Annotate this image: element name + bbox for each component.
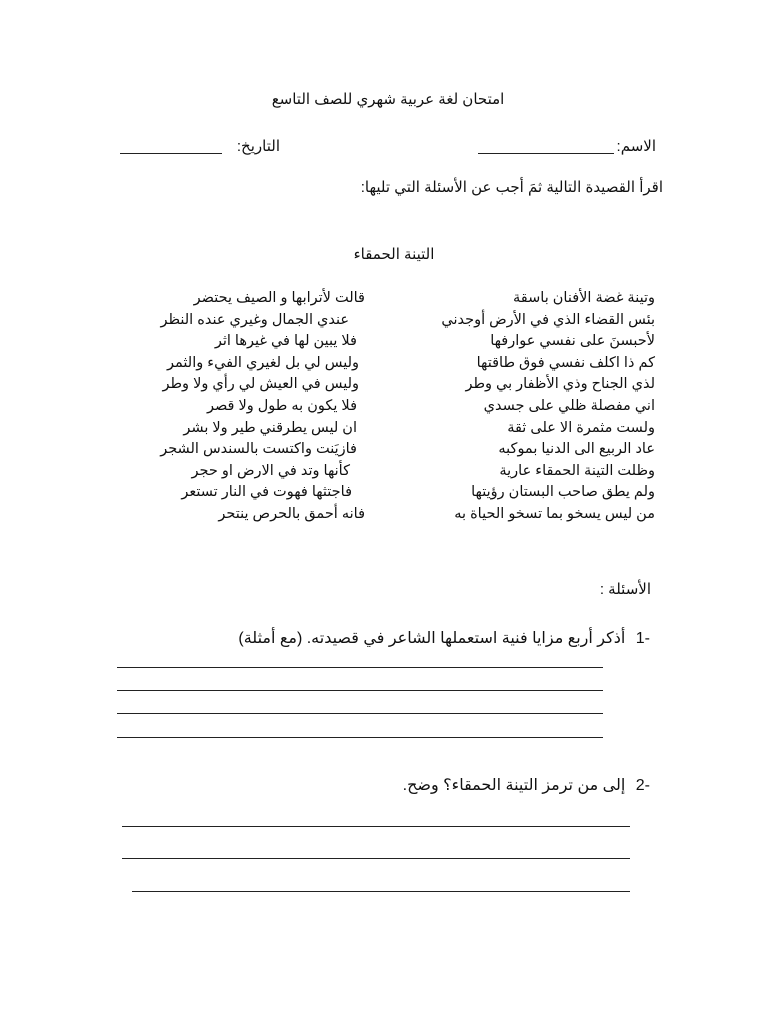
verse-second-hemistich: ان ليس يطرقني طير ولا بشر — [183, 419, 357, 436]
question-1 — [238, 628, 650, 648]
answer-line[interactable] — [117, 667, 603, 668]
verse-first-hemistich: اني مفصلة ظلي على جسدي — [483, 397, 655, 414]
verse-second-hemistich: فاجتثها فهوت في النار تستعر — [181, 484, 352, 501]
verse — [110, 376, 655, 398]
question-text: إلى من ترمز التينة الحمقاء؟ وضح. — [402, 777, 626, 794]
verse-first-hemistich: عاد الربيع الى الدنيا بموكبه — [498, 441, 655, 458]
name-label: الاسم: — [616, 138, 656, 155]
verse — [110, 290, 655, 312]
verse-second-hemistich: فانه أحمق بالحرص ينتحر — [218, 505, 365, 522]
poem — [110, 290, 655, 528]
verse-second-hemistich: كأنها وتد في الارض او حجر — [191, 462, 350, 479]
verse-first-hemistich: ولست مثمرة الا على ثقة — [507, 419, 655, 436]
verse — [110, 420, 655, 442]
question-number: -1 — [635, 630, 650, 647]
verse-first-hemistich: وظلت التينة الحمقاء عارية — [499, 462, 655, 479]
verse — [110, 484, 655, 506]
verse-second-hemistich: فلا يكون به طول ولا قصر — [206, 397, 357, 414]
answer-line[interactable] — [122, 858, 630, 859]
verse-second-hemistich: فلا يبين لها في غيرها اثر — [214, 333, 357, 350]
verse-second-hemistich: عندي الجمال وغيري عنده النظر — [160, 311, 349, 328]
verse-first-hemistich: ولم يطق صاحب البستان رؤيتها — [471, 484, 655, 501]
name-field[interactable] — [478, 153, 614, 154]
question-2 — [403, 775, 650, 795]
verse-second-hemistich: فازيَنت واكتست بالسندس الشجر — [160, 441, 357, 458]
verse-second-hemistich: وليس في العيش لي رأي ولا وطر — [162, 376, 359, 393]
verse-first-hemistich: من ليس يسخو بما تسخو الحياة به — [454, 505, 655, 522]
verse-first-hemistich: لذي الجناح وذي الأظفار بي وطر — [465, 376, 655, 393]
date-field[interactable] — [120, 153, 222, 154]
verse-first-hemistich: بئس القضاء الذي في الأرض أوجدني — [441, 311, 655, 328]
answer-line[interactable] — [132, 891, 630, 892]
verse-second-hemistich: وليس لي بل لغيري الفيء والثمر — [167, 354, 359, 371]
answer-line[interactable] — [122, 826, 630, 827]
verse — [110, 398, 655, 420]
verse — [110, 312, 655, 334]
poem-title: التينة الحمقاء — [353, 246, 435, 263]
answer-line[interactable] — [117, 690, 603, 691]
verse — [110, 355, 655, 377]
verse-first-hemistich: وتينة غضة الأفنان باسقة — [513, 290, 655, 306]
verse-first-hemistich: لأحبسنَ على نفسي عوارفها — [490, 333, 655, 350]
verse — [110, 463, 655, 485]
question-text: أذكر أربع مزايا فنية استعملها الشاعر في قصيدته. (مع أمثلة) — [238, 630, 626, 647]
answer-line[interactable] — [117, 713, 603, 714]
verse-second-hemistich: قالت لأترابها و الصيف يحتضر — [193, 290, 365, 306]
verse — [110, 333, 655, 355]
verse — [110, 441, 655, 463]
answer-line[interactable] — [117, 737, 603, 738]
verse-first-hemistich: كم ذا اكلف نفسي فوق طاقتها — [476, 354, 655, 371]
question-number: -2 — [635, 777, 650, 794]
questions-header: الأسئلة : — [599, 581, 651, 598]
date-label: التاريخ: — [236, 138, 280, 155]
exam-title: امتحان لغة عربية شهري للصف التاسع — [271, 91, 505, 108]
verse — [110, 506, 655, 528]
instructions: اقرأ القصيدة التالية ثمَ أجب عن الأسئلة التي تليها: — [360, 179, 663, 196]
